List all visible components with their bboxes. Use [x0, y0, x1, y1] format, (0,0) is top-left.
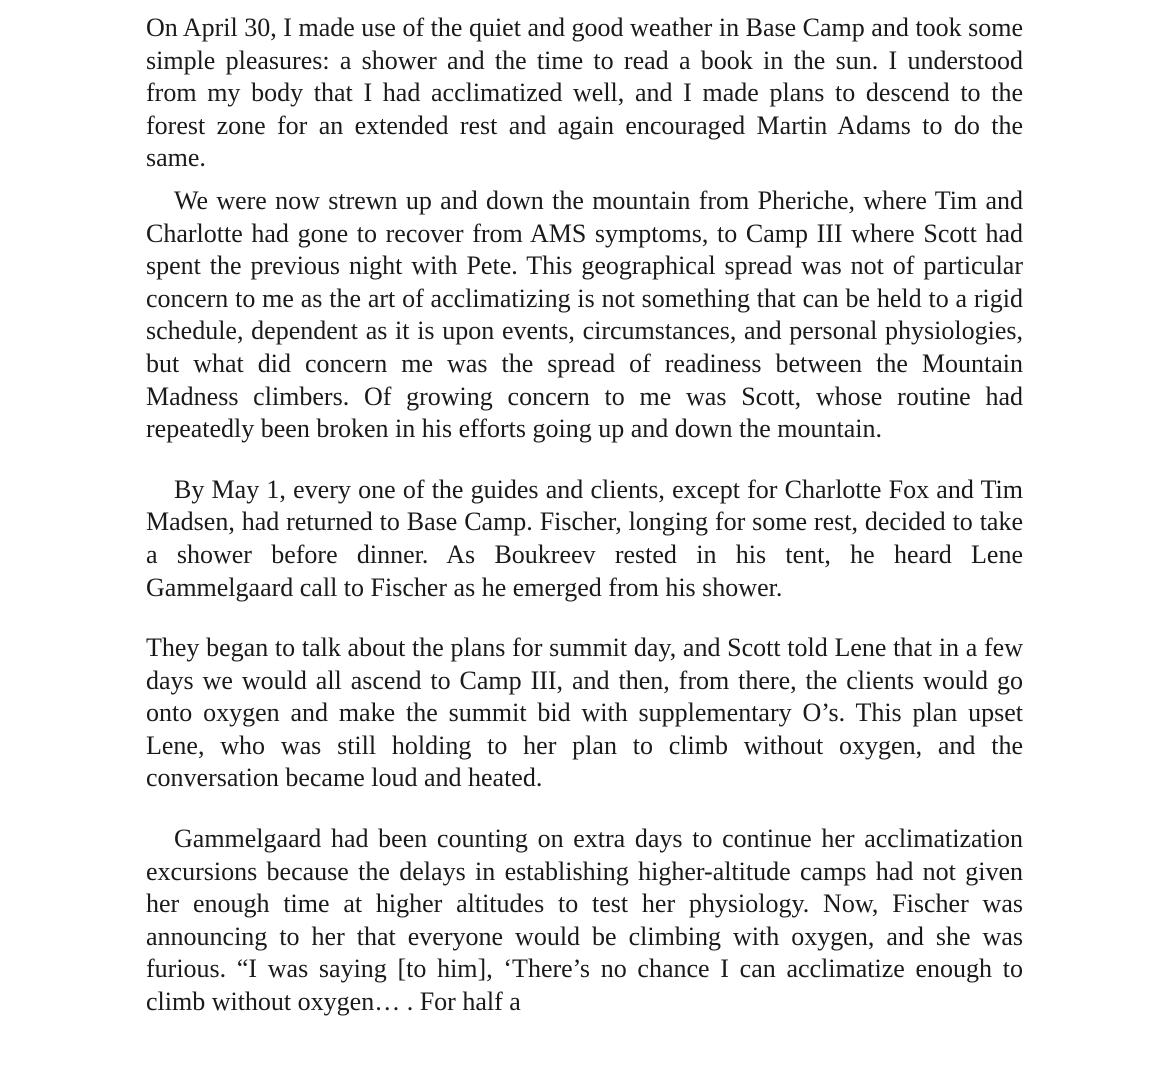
- paragraph-may-1: By May 1, every one of the guides and clients, except for Charlotte Fox and Tim Madsen, had returned to Base Camp. Fischer, longing for some rest, decided to take a shower before dinner. As Boukreev rested in his tent, he heard Lene Gammelgaard call to Fischer as he emerged from his shower.: [146, 474, 1023, 602]
- paragraph-april-30: On April 30, I made use of the quiet and good weather in Base Camp and took some simple pleasures: a shower and the time to read a book in the sun. I understood from my body that I had acclimatized well, and I made plans to descend to the forest zone for an extended rest and again encouraged Martin Adams to do the same.: [146, 13, 1023, 173]
- book-page-text: [146, 12, 1023, 1019]
- paragraph-strewn-up-and-down: We were now strewn up and down the mountain from Pheriche, where Tim and Charlotte had gone to recover from AMS symptoms, to Camp III where Scott had spent the previous night with Pete. This geographical spread was not of particular concern to me as the art of acclimatizing is not something that can be held to a rigid schedule, dependent as it is upon events, circumstances, and personal physiologies, but what did concern me was the spread of readiness between the Mountain Madness climbers. Of growing concern to me was Scott, whose routine had repeatedly been broken in his efforts going up and down the mountain.: [146, 185, 1023, 444]
- paragraph-gammelgaard: Gammelgaard had been counting on extra days to continue her acclimatization excursions because the delays in establishing higher-altitude camps had not given her enough time at higher altitudes to test her physiology. Now, Fischer was announcing to her that everyone would be climbing with oxygen, and she was furious. “I was saying [to him], ‘There’s no chance I can acclimatize enough to climb without oxygen… . For half a: [146, 824, 1023, 1017]
- paragraph-summit-plans: They began to talk about the plans for summit day, and Scott told Lene that in a few days we would all ascend to Camp III, and then, from there, the clients would go onto oxygen and make the summit bid with supplementary O’s. This plan upset Lene, who was still holding to her plan to climb without oxygen, and the conversation became loud and heated.: [146, 633, 1023, 793]
